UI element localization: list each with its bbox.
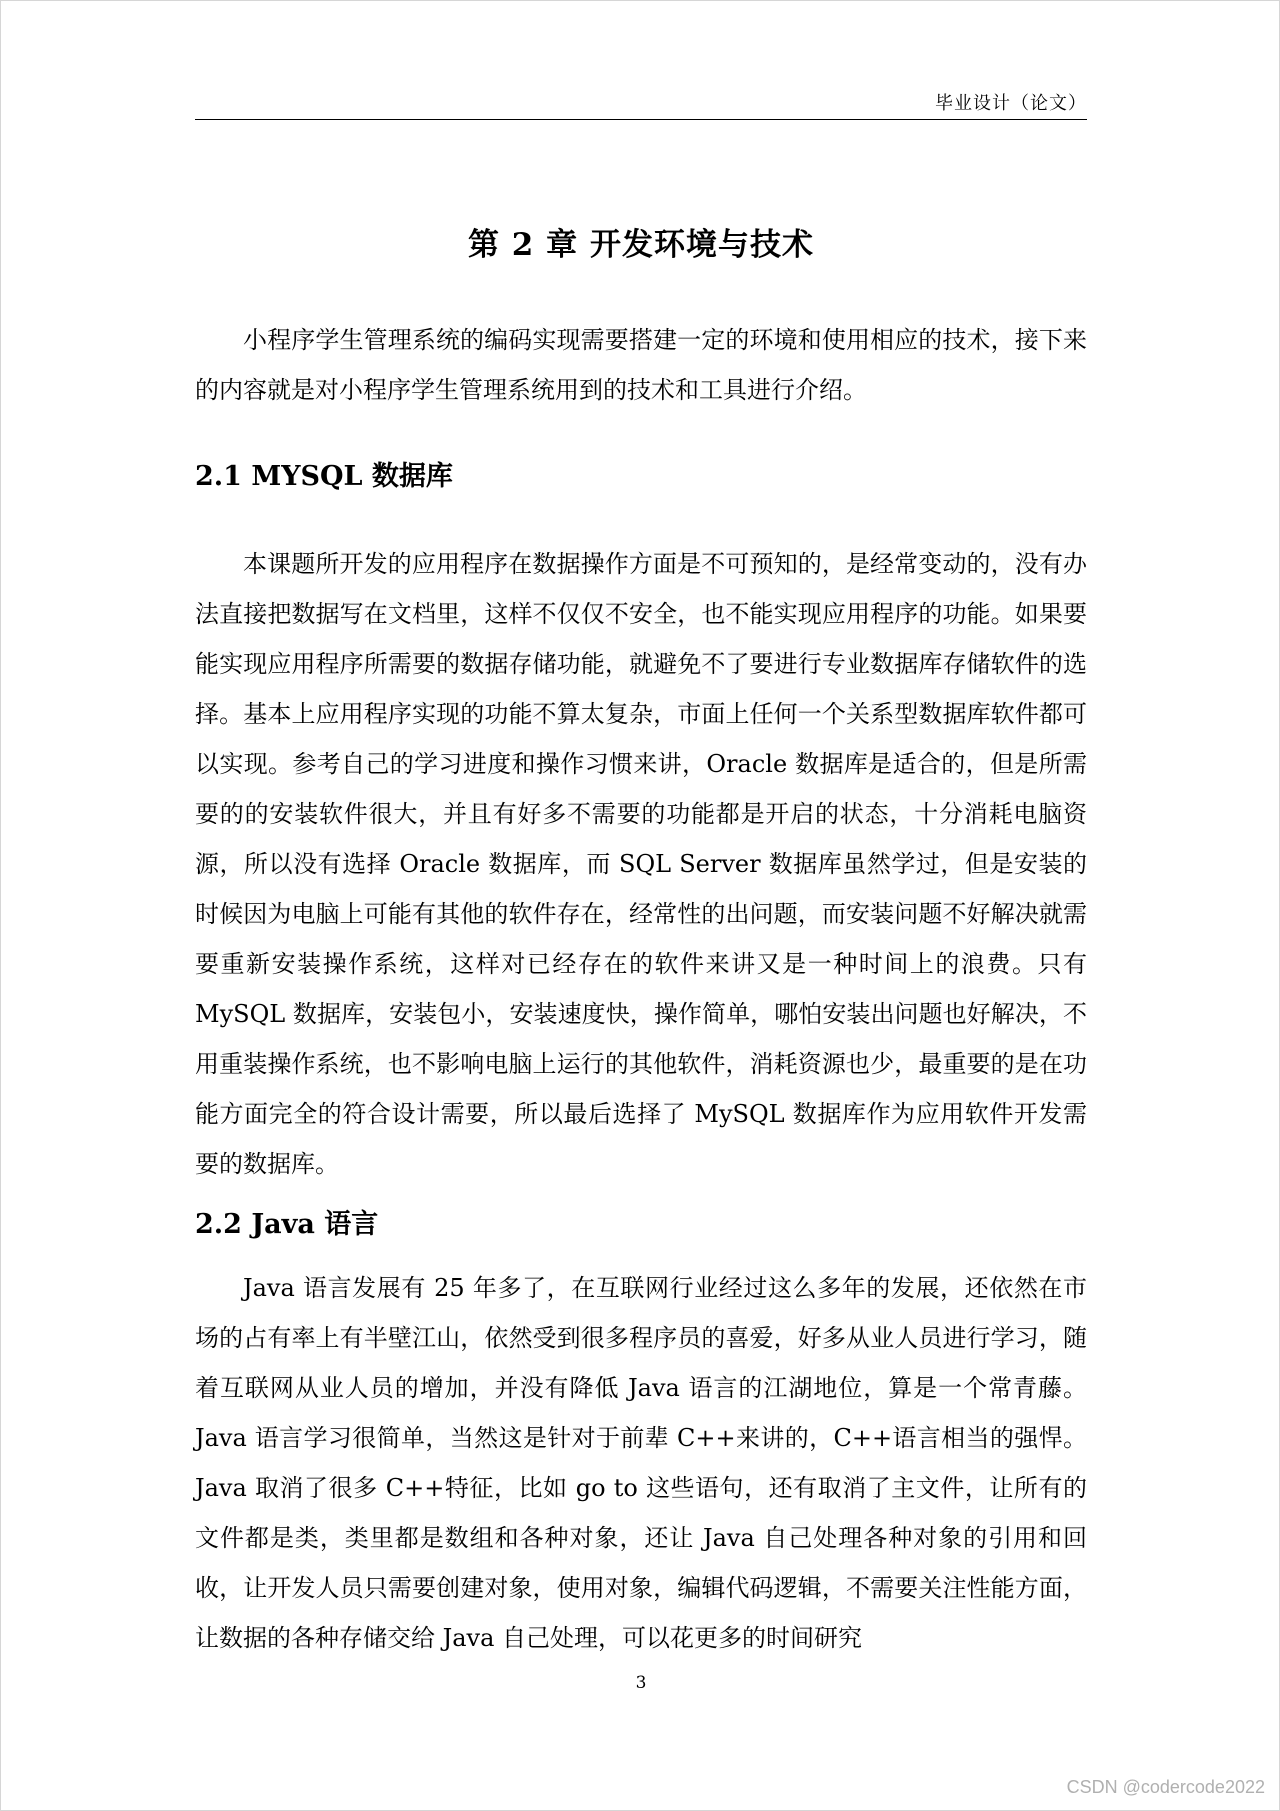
section-heading-mysql: 2.1 MYSQL 数据库 (195, 461, 453, 492)
section-heading-java: 2.2 Java 语言 (195, 1209, 379, 1240)
header-rule (195, 119, 1087, 120)
watermark: CSDN @codercode2022 (1066, 1777, 1265, 1797)
section-body-mysql: 本课题所开发的应用程序在数据操作方面是不可预知的，是经常变动的，没有办法直接把数据写在文档里，这样不仅仅不安全，也不能实现应用程序的功能。如果要能实现应用程序所需要的数据存储功能，就避免不了要进行专业数据库存储软件的选择。基本上应用程序实现的功能不算太复杂，市面上任何一个关系型数据库软件都可以实现。参考自己的学习进度和操作习惯来讲，Oracle 数据库是适合的，但是所需要的的安装软件很大，并且有好多不需要的功能都是开启的状态，十分消耗电脑资源，所以没有选择 Oracle 数据库，而 SQL Server 数据库虽然学过，但是安装的时候因为电脑上可能有其他的软件存在，经常性的出问题，而安装问题不好解决就需要重新安装操作系统，这样对已经存在的软件来讲又是一种时间上的浪费。只有 MySQL 数据库，安装包小，安装速度快，操作简单，哪怕安装出问题也好解决，不用重装操作系统，也不影响电脑上运行的其他软件，消耗资源也少，最重要的是在功能方面完全的符合设计需要，所以最后选择了 MySQL 数据库作为应用软件开发需要的数据库。 (195, 550, 1087, 1178)
page-number: 3 (635, 1673, 647, 1693)
section-body-java: Java 语言发展有 25 年多了，在互联网行业经过这么多年的发展，还依然在市场的占有率上有半壁江山，依然受到很多程序员的喜爱，好多从业人员进行学习，随着互联网从业人员的增加，并没有降低 Java 语言的江湖地位，算是一个常青藤。Java 语言学习很简单，当然这是针对于前辈 C++来讲的，C++语言相当的强悍。Java 取消了很多 C++特征，比如 go to 这些语句，还有取消了主文件，让所有的文件都是类，类里都是数组和各种对象，还让 Java 自己处理各种对象的引用和回收，让开发人员只需要创建对象，使用对象，编辑代码逻辑，不需要关注性能方面，让数据的各种存储交给 Java 自己处理，可以花更多的时间研究 (195, 1274, 1087, 1652)
running-header: 毕业设计（论文） (935, 93, 1087, 114)
chapter-intro-paragraph: 小程序学生管理系统的编码实现需要搭建一定的环境和使用相应的技术，接下来的内容就是对小程序学生管理系统用到的技术和工具进行介绍。 (195, 326, 1087, 404)
chapter-title: 第 2 章 开发环境与技术 (468, 227, 814, 263)
